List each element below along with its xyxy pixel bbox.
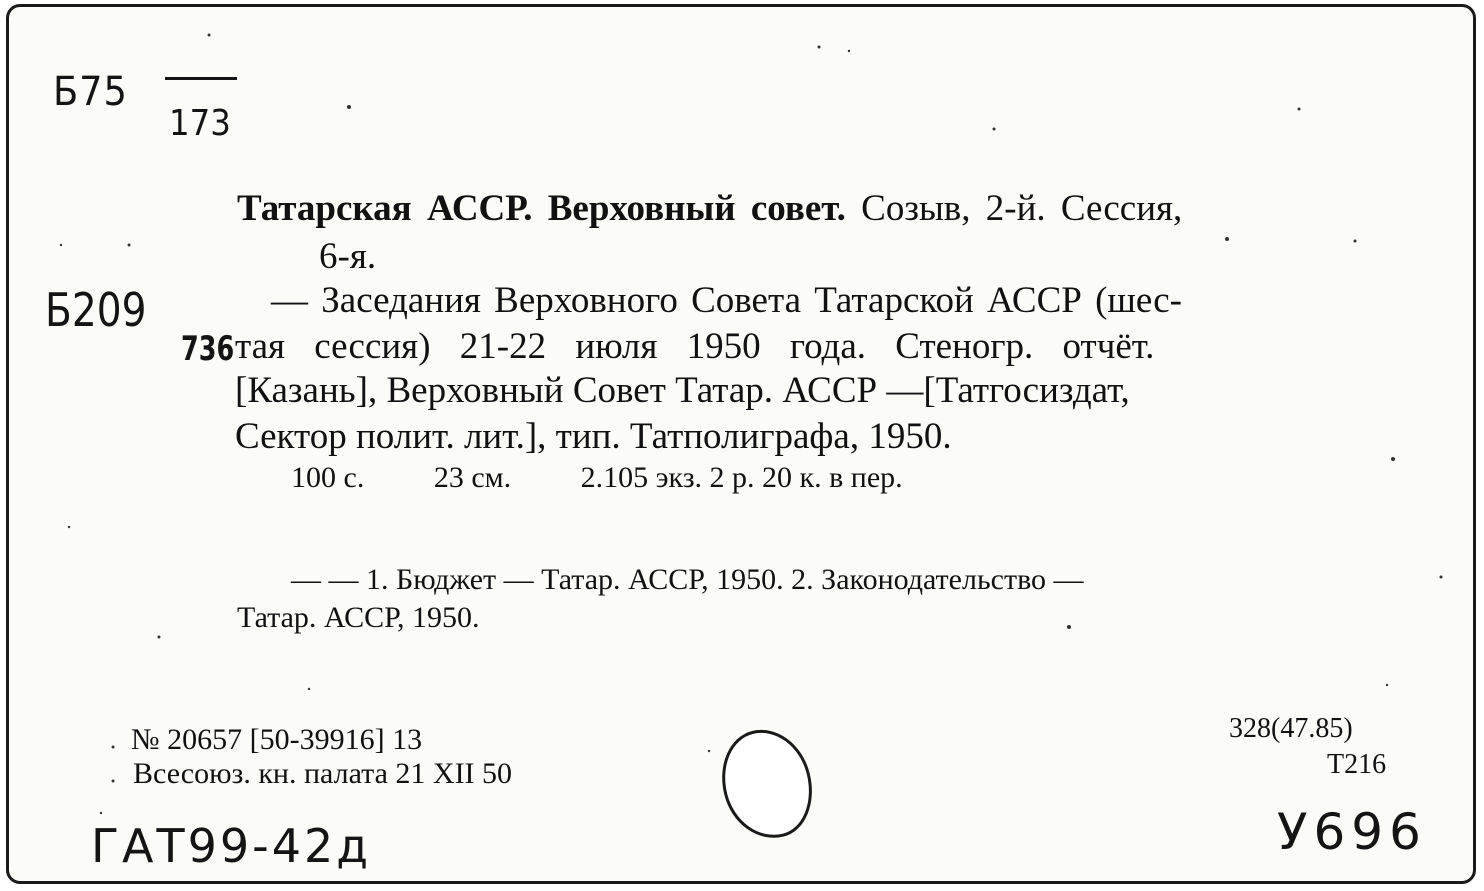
- body-line: Сектор полит. лит.], тип. Татполиграфа, 1950.: [235, 416, 952, 457]
- subject-line-1: — — 1. Бюджет — Татар. АССР, 1950. 2. Законодательство —: [291, 563, 1084, 596]
- body-line: — Заседания Верховного Совета Татарской АССР (шес-: [271, 280, 1182, 321]
- card-punch-hole: [711, 720, 823, 848]
- imprint-line: [291, 461, 965, 495]
- subject-line-2: Татар. АССР, 1950.: [237, 601, 480, 634]
- fraction-bar: [165, 77, 237, 80]
- heading-author: Татарская АССР. Верховный совет.: [237, 188, 846, 229]
- call-number-main: Б209: [45, 283, 147, 337]
- heading-line-1: [237, 187, 1182, 230]
- inventory-number-left: ГАТ99-42д: [91, 819, 372, 873]
- catalog-card: [6, 4, 1476, 884]
- heading-line-2: 6-я.: [319, 236, 377, 277]
- registration-number: № 20657 [50-39916] 13: [131, 723, 423, 756]
- shelf-mark-sub: 173: [169, 103, 231, 144]
- body-line: [Казань], Верховный Совет Татар. АССР —[Татгосиздат,: [235, 370, 1130, 411]
- book-size: 23 см.: [433, 461, 512, 494]
- pages-count: 100 с.: [291, 461, 365, 494]
- copies-price: 2.105 экз. 2 р. 20 к. в пер.: [580, 461, 903, 494]
- author-mark: Т216: [1327, 749, 1387, 780]
- heading-convocation: Созыв, 2-й. Сессия,: [861, 188, 1183, 229]
- call-number-sub: 736: [181, 329, 235, 369]
- shelf-mark-main: Б75: [53, 69, 128, 115]
- udc-index: 328(47.85): [1229, 713, 1353, 744]
- book-chamber-line: Всесоюз. кн. палата 21 XII 50: [133, 757, 513, 790]
- inventory-number-right: У696: [1277, 803, 1427, 861]
- body-line: тая сессия) 21-22 июля 1950 года. Стеногр. отчёт.: [235, 326, 1155, 367]
